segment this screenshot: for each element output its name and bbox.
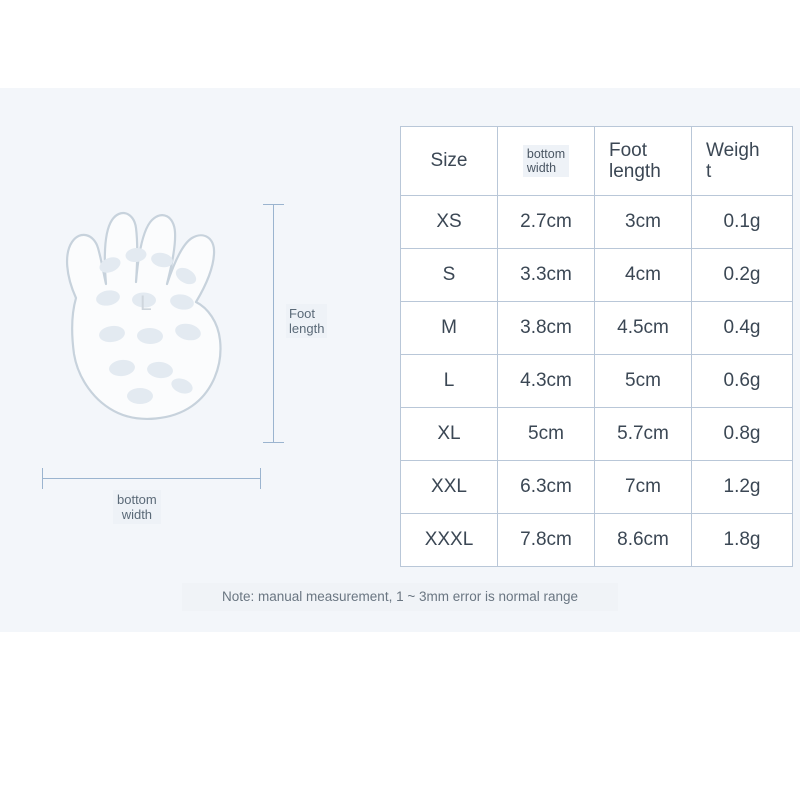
foot-length-label-line2: length	[289, 321, 325, 336]
cell-bottom-width: 3.8cm	[498, 302, 595, 355]
header-weight	[692, 127, 793, 196]
header-bottom-width-line2: width	[526, 160, 557, 175]
table-row	[401, 355, 793, 408]
cell-weight: 0.6g	[692, 355, 793, 408]
cell-foot-length: 5.7cm	[595, 408, 692, 461]
cell-weight: 1.2g	[692, 461, 793, 514]
size-table-wrapper	[400, 126, 772, 567]
cell-foot-length: 8.6cm	[595, 514, 692, 567]
measurement-note: Note: manual measurement, 1 ~ 3mm error is normal range	[182, 583, 618, 611]
bottom-width-dimension-label	[113, 490, 161, 524]
cell-size: XL	[401, 408, 498, 461]
table-row	[401, 196, 793, 249]
bottom-width-dimension-line	[42, 478, 260, 479]
cell-size: XXXL	[401, 514, 498, 567]
cell-weight: 0.4g	[692, 302, 793, 355]
header-weight-label	[694, 140, 790, 182]
cell-weight: 0.2g	[692, 249, 793, 302]
header-size-label: Size	[430, 150, 468, 171]
cell-weight: 1.8g	[692, 514, 793, 567]
header-size	[401, 127, 498, 196]
cell-foot-length: 4.5cm	[595, 302, 692, 355]
cell-bottom-width: 2.7cm	[498, 196, 595, 249]
foot-length-label-line1: Foot	[289, 306, 316, 321]
cell-bottom-width: 7.8cm	[498, 514, 595, 567]
cell-bottom-width: 3.3cm	[498, 249, 595, 302]
cell-bottom-width: 4.3cm	[498, 355, 595, 408]
foot-length-dimension-label	[286, 304, 327, 338]
size-table	[400, 126, 793, 567]
header-foot-length-label	[597, 140, 689, 182]
cell-size: XS	[401, 196, 498, 249]
paw-size-letter: L	[140, 292, 153, 315]
foot-length-cap-top	[263, 204, 284, 205]
header-bottom-width-line1: bottom	[526, 146, 566, 161]
table-header-row	[401, 127, 793, 196]
cell-size: S	[401, 249, 498, 302]
paw-diagram	[28, 170, 338, 550]
cell-size: XXL	[401, 461, 498, 514]
foot-length-dimension-line	[273, 204, 274, 442]
cell-weight: 0.1g	[692, 196, 793, 249]
cell-foot-length: 4cm	[595, 249, 692, 302]
paw-illustration	[36, 180, 256, 440]
header-foot-length	[595, 127, 692, 196]
bottom-width-label-line1: bottom	[117, 492, 157, 507]
foot-length-cap-bottom	[263, 442, 284, 443]
header-bottom-width	[498, 127, 595, 196]
bottom-width-cap-right	[260, 468, 261, 489]
table-row	[401, 302, 793, 355]
bottom-width-cap-left	[42, 468, 43, 489]
cell-size: L	[401, 355, 498, 408]
cell-foot-length: 7cm	[595, 461, 692, 514]
header-weight-line1: Weigh	[706, 140, 760, 161]
cell-weight: 0.8g	[692, 408, 793, 461]
table-row	[401, 249, 793, 302]
table-row	[401, 461, 793, 514]
cell-bottom-width: 5cm	[498, 408, 595, 461]
header-foot-length-line1: Foot	[609, 140, 648, 161]
header-foot-length-line2: length	[609, 161, 661, 182]
header-weight-line2: t	[706, 161, 712, 182]
cell-bottom-width: 6.3cm	[498, 461, 595, 514]
bottom-width-label-line2: width	[121, 507, 153, 522]
table-row	[401, 408, 793, 461]
cell-foot-length: 5cm	[595, 355, 692, 408]
cell-foot-length: 3cm	[595, 196, 692, 249]
table-row	[401, 514, 793, 567]
header-bottom-width-label	[523, 145, 569, 177]
cell-size: M	[401, 302, 498, 355]
